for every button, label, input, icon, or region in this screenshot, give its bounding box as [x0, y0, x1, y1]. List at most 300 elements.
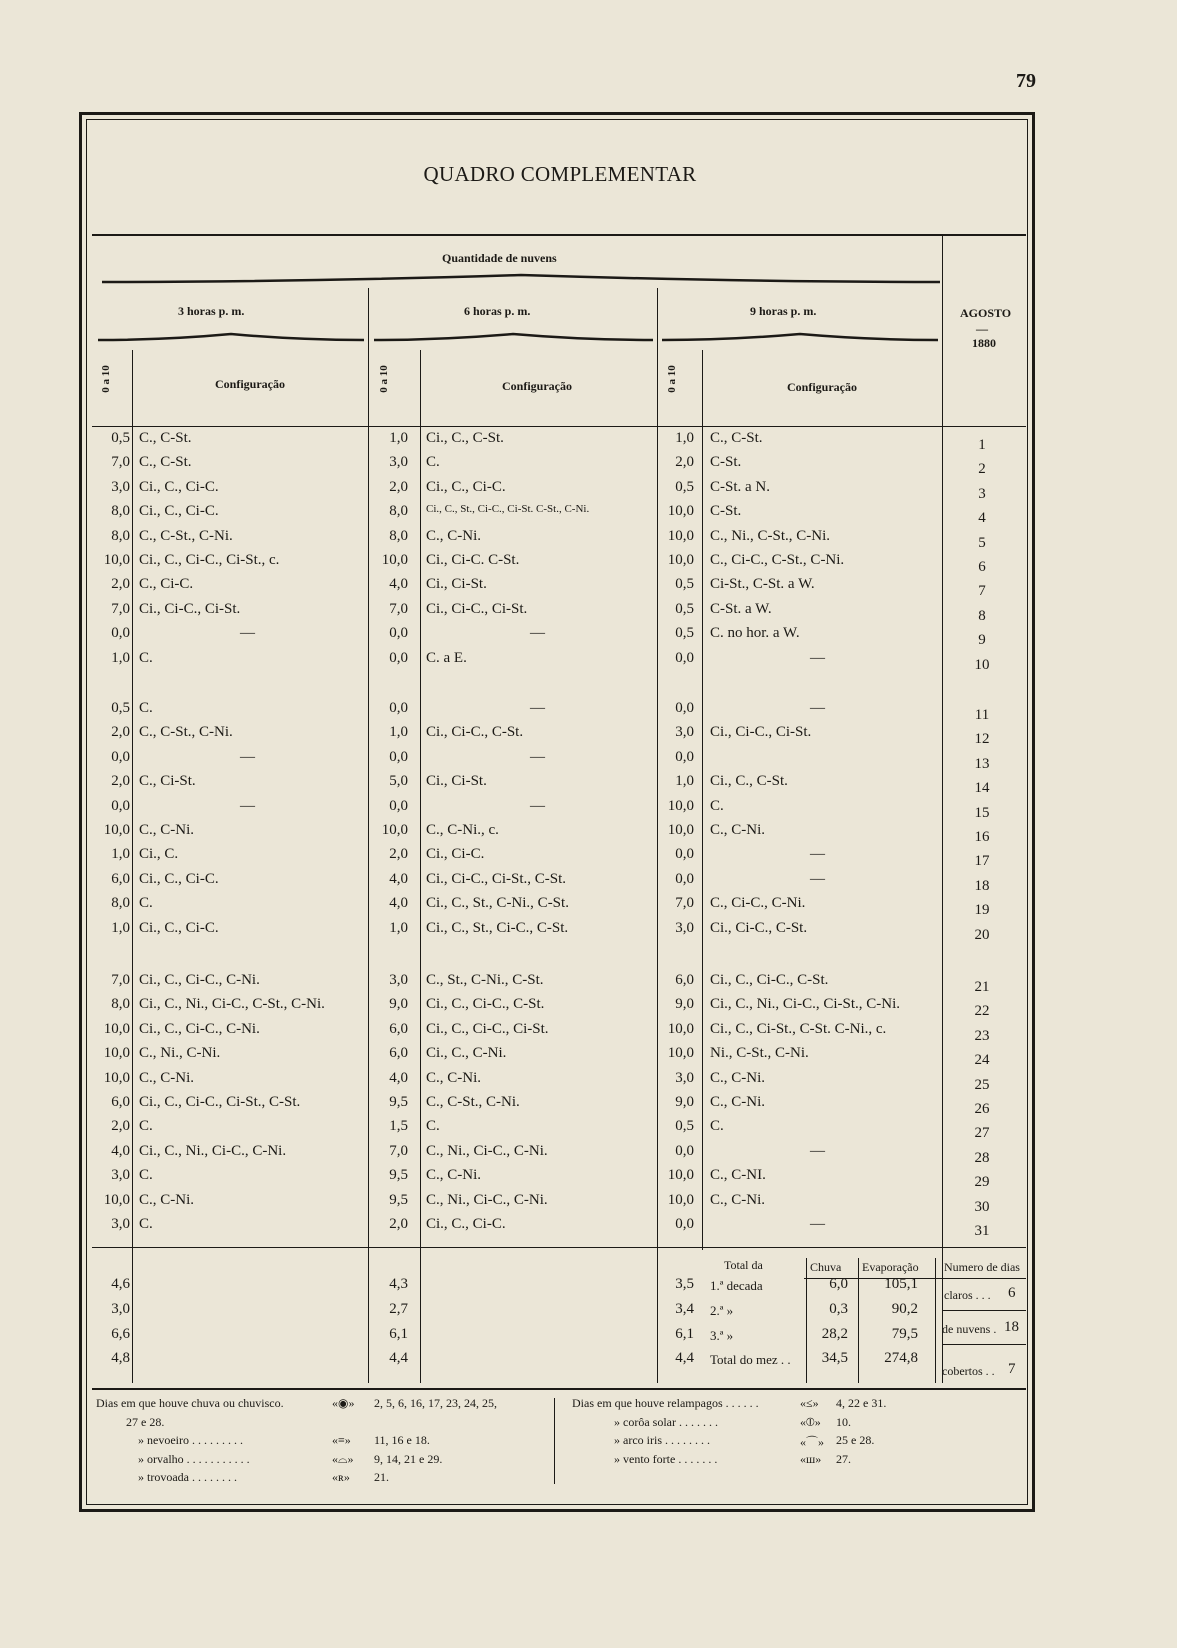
mean-9pm: 4,4 [675, 1350, 694, 1367]
cloud-amount-9pm: 0,5 [675, 1118, 694, 1135]
cloud-amount-3pm: 10,0 [103, 1020, 130, 1037]
cloud-amount-9pm: 0,0 [675, 748, 694, 765]
config-3pm: C., C-Ni. [139, 822, 195, 838]
cloud-amount-6pm: 3,0 [389, 454, 408, 471]
cloud-amount-6pm: 7,0 [389, 1142, 408, 1159]
day-number: 5 [978, 534, 986, 551]
table-row [0, 430, 1177, 454]
config-9pm: C-St. [710, 503, 742, 520]
table-row [0, 700, 1177, 724]
summary-row [0, 1326, 1177, 1350]
days-covered-value: 7 [1008, 1361, 1016, 1377]
day-number: 7 [978, 583, 986, 600]
table-row [0, 1070, 1177, 1094]
config-6pm: Ci., C., Ci-C. [426, 1216, 506, 1232]
cloud-amount-3pm: 7,0 [111, 972, 130, 988]
cloud-amount-3pm: 8,0 [111, 996, 130, 1013]
config-6pm: C., C-Ni. [426, 1167, 482, 1184]
table-row [0, 724, 1177, 748]
day-number: 24 [974, 1052, 990, 1069]
legend-left-label: 27 e 28. [126, 1414, 165, 1429]
cloud-amount-6pm: 8,0 [389, 503, 408, 520]
config-3pm: Ci., C., Ci-C. [139, 919, 219, 936]
scale-label-1: 0 a 10 [99, 365, 112, 393]
cloud-amount-9pm: 6,0 [675, 972, 694, 988]
legend-right-days: 10. [836, 1414, 851, 1429]
legend-right-symbol: «⌒» [800, 1435, 825, 1449]
config-9pm: — [810, 1216, 825, 1232]
legend-right-days: 25 e 28. [836, 1433, 875, 1447]
legend-right-symbol: «⦶» [800, 1414, 821, 1429]
config-3pm: C., C-St. [139, 430, 192, 446]
config-9pm: Ni., C-St., C-Ni. [710, 1045, 809, 1062]
obs-6pm-brace [372, 330, 655, 344]
cloud-amount-9pm: 10,0 [667, 552, 694, 568]
legend-right-label: » corôa solar . . . . . . . [614, 1414, 718, 1429]
cloud-amount-3pm: 3,0 [111, 1216, 130, 1232]
table-row [0, 503, 1177, 527]
period-label: Total do mez . . [710, 1352, 791, 1368]
config-3pm: Ci., C., Ci-C., C-Ni. [139, 972, 260, 988]
cloud-amount-9pm: 0,0 [675, 846, 694, 863]
obs-6pm-heading: 6 horas p. m. [464, 304, 531, 318]
legend-right-symbol: «≤» [800, 1396, 819, 1410]
table-row [0, 846, 1177, 870]
config-3pm: C. [139, 649, 153, 666]
cloud-amount-9pm: 10,0 [667, 1020, 694, 1037]
mean-3pm: 4,8 [111, 1350, 130, 1367]
summary-row [0, 1301, 1177, 1325]
config-6pm: Ci., C., St., Ci-C., C-St. [426, 919, 569, 936]
cloud-amount-9pm: 3,0 [675, 724, 694, 741]
config-3pm: — [240, 625, 255, 642]
cloud-amount-9pm: 3,0 [675, 919, 694, 936]
config-6pm: C., C-Ni. [426, 527, 482, 544]
config-6pm: Ci., Ci-St. [426, 773, 487, 790]
config-6pm: C. [426, 454, 440, 471]
config-6pm: Ci., C., Ci-C., C-St. [426, 996, 545, 1013]
config-3pm: Ci., Ci-C., Ci-St. [139, 600, 241, 617]
legend-left-label: » trovoada . . . . . . . . [138, 1470, 237, 1484]
cloud-amount-9pm: 0,5 [675, 600, 694, 617]
config-3pm: C. [139, 700, 153, 716]
cloud-amount-9pm: 1,0 [675, 430, 694, 446]
config-9pm: Ci., Ci-C., C-St. [710, 919, 808, 936]
cloud-amount-6pm: 0,0 [389, 748, 408, 765]
config-6pm: C., C-St., C-Ni. [426, 1094, 520, 1110]
cloud-amount-9pm: 0,5 [675, 478, 694, 495]
table-row [0, 798, 1177, 822]
day-number: 29 [974, 1174, 990, 1191]
summary-top-rule [92, 1247, 1026, 1248]
day-number: 15 [974, 804, 990, 821]
cloud-amount-9pm: 10,0 [667, 1045, 694, 1062]
legend-right-label: » arco iris . . . . . . . . [614, 1433, 710, 1447]
day-number: 20 [974, 926, 990, 943]
evaporation-total: 90,2 [891, 1300, 918, 1317]
day-number: 18 [974, 877, 990, 894]
config-9pm: C., Ci-C., C-St., C-Ni. [710, 552, 845, 568]
config-6pm: — [530, 700, 545, 716]
day-number: 31 [974, 1223, 990, 1239]
legend-left-days: 9, 14, 21 e 29. [374, 1451, 443, 1466]
table-row [0, 625, 1177, 649]
obs-9pm-brace [660, 330, 940, 344]
day-number: 6 [978, 559, 986, 575]
table-row [0, 650, 1177, 674]
cloud-amount-9pm: 0,0 [675, 700, 694, 716]
mean-6pm: 2,7 [389, 1300, 408, 1317]
header-bottom-rule [92, 426, 1026, 427]
legend-right-label: Dias em que houve relampagos . . . . . . [572, 1396, 759, 1410]
cloud-amount-3pm: 10,0 [103, 822, 130, 838]
table-row [0, 1118, 1177, 1142]
day-number: 25 [974, 1076, 990, 1093]
summary-row [0, 1350, 1177, 1374]
config-9pm: C. [710, 797, 724, 814]
day-number: 27 [974, 1125, 990, 1142]
period-label: 1.ª decada [710, 1278, 763, 1293]
legend-left-label: » nevoeiro . . . . . . . . . [138, 1433, 243, 1447]
cloud-amount-6pm: 9,5 [389, 1167, 408, 1184]
day-number: 16 [974, 829, 990, 845]
config-6pm: C., Ni., Ci-C., C-Ni. [426, 1142, 548, 1159]
config-3pm: C., Ci-St. [139, 773, 196, 790]
day-number: 4 [978, 510, 986, 527]
cloud-amount-9pm: 0,0 [675, 1142, 694, 1159]
day-number: 10 [974, 656, 990, 673]
day-number: 8 [978, 607, 986, 624]
table-row [0, 871, 1177, 895]
config-6pm: Ci., Ci-C., Ci-St., C-St. [426, 870, 567, 887]
table-row [0, 601, 1177, 625]
legend-left-label: Dias em que houve chuva ou chuvisco. [96, 1396, 284, 1410]
legend-left-symbol: «ʀ» [332, 1470, 350, 1484]
config-6pm: C. [426, 1118, 440, 1135]
config-6pm: — [530, 748, 545, 765]
table-row [0, 1192, 1177, 1216]
month-dash: — [976, 322, 988, 336]
config-3pm: Ci., C., Ni., Ci-C., C-St., C-Ni. [139, 996, 325, 1013]
cloud-amount-9pm: 10,0 [667, 1191, 694, 1208]
config-3pm: C., C-St. [139, 454, 192, 471]
cloud-amount-3pm: 7,0 [111, 600, 130, 617]
config-heading-1: Configuração [215, 377, 285, 391]
cloud-amount-6pm: 3,0 [389, 972, 408, 988]
cloud-amount-6pm: 0,0 [389, 797, 408, 814]
config-heading-3: Configuração [787, 380, 857, 394]
config-9pm: C., C-Ni. [710, 1069, 766, 1086]
config-3pm: C., C-St., C-Ni. [139, 527, 233, 544]
day-number: 12 [974, 731, 990, 748]
config-6pm: Ci., C., Ci-C. [426, 478, 506, 495]
config-6pm: Ci., C., C-St. [426, 430, 504, 446]
cloud-amount-3pm: 2,0 [111, 576, 130, 593]
config-9pm: Ci., C., Ci-St., C-St. C-Ni., c. [710, 1020, 887, 1037]
cloud-amount-9pm: 10,0 [667, 503, 694, 520]
mean-6pm: 4,3 [389, 1276, 408, 1292]
config-9pm: C., Ci-C., C-Ni. [710, 895, 806, 912]
cloud-amount-3pm: 10,0 [103, 1069, 130, 1086]
config-9pm: Ci., C., Ci-C., C-St. [710, 972, 829, 988]
config-9pm: C., Ni., C-St., C-Ni. [710, 527, 831, 544]
cloud-amount-3pm: 7,0 [111, 454, 130, 471]
cloud-amount-9pm: 0,0 [675, 649, 694, 666]
days-clear-label: claros . . . [944, 1288, 991, 1302]
cloud-amount-6pm: 7,0 [389, 600, 408, 617]
config-6pm: — [530, 797, 545, 814]
cloud-amount-3pm: 0,0 [111, 797, 130, 814]
table-row [0, 1094, 1177, 1118]
cloud-amount-6pm: 2,0 [389, 478, 408, 495]
cloud-amount-6pm: 2,0 [389, 846, 408, 863]
config-3pm: Ci., C., Ci-C. [139, 478, 219, 495]
cloud-amount-6pm: 1,0 [389, 430, 408, 446]
cloud-amount-9pm: 9,0 [675, 996, 694, 1013]
cloud-amount-3pm: 8,0 [111, 503, 130, 520]
config-9pm: C. no hor. a W. [710, 625, 800, 642]
cloud-amount-6pm: 4,0 [389, 576, 408, 593]
config-3pm: C., C-Ni. [139, 1069, 195, 1086]
cloud-amount-6pm: 8,0 [389, 527, 408, 544]
config-9pm: C., C-Ni. [710, 1094, 766, 1110]
config-6pm: Ci., C., C-Ni. [426, 1045, 507, 1062]
config-9pm: C., C-Ni. [710, 1191, 766, 1208]
mean-9pm: 6,1 [675, 1325, 694, 1342]
table-row [0, 996, 1177, 1020]
rain-total: 0,3 [829, 1300, 848, 1317]
cloud-amount-3pm: 1,0 [111, 846, 130, 863]
config-9pm: — [810, 846, 825, 863]
cloud-amount-6pm: 4,0 [389, 1069, 408, 1086]
year-heading: 1880 [972, 336, 996, 350]
day-number: 17 [974, 853, 990, 870]
day-number: 28 [974, 1149, 990, 1166]
legend-right-symbol: «ш» [800, 1451, 822, 1466]
cloud-amount-9pm: 0,5 [675, 625, 694, 642]
cloud-amount-9pm: 9,0 [675, 1094, 694, 1110]
cloud-amount-6pm: 1,0 [389, 724, 408, 741]
cloud-amount-6pm: 10,0 [381, 822, 408, 838]
rain-total: 34,5 [821, 1350, 848, 1367]
cloud-amount-3pm: 1,0 [111, 649, 130, 666]
day-number: 13 [974, 755, 990, 772]
cloud-amount-6pm: 0,0 [389, 649, 408, 666]
cloud-amount-6pm: 4,0 [389, 895, 408, 912]
config-6pm: C., C-Ni. [426, 1069, 482, 1086]
config-3pm: C. [139, 1118, 153, 1135]
config-3pm: C., Ci-C. [139, 576, 194, 593]
cloud-amount-6pm: 4,0 [389, 870, 408, 887]
group-brace [100, 270, 942, 286]
config-3pm: Ci., C., Ni., Ci-C., C-Ni. [139, 1142, 287, 1159]
cloud-amount-6pm: 0,0 [389, 700, 408, 716]
cloud-amount-9pm: 10,0 [667, 527, 694, 544]
days-cloudy-value: 18 [1004, 1319, 1019, 1335]
period-label: 3.ª » [710, 1327, 734, 1343]
cloud-amount-3pm: 2,0 [111, 1118, 130, 1135]
legend-separator [554, 1398, 555, 1484]
config-9pm: Ci., C., C-St. [710, 773, 788, 790]
config-3pm: — [240, 797, 255, 814]
cloud-amount-3pm: 8,0 [111, 527, 130, 544]
config-3pm: Ci., C., Ci-C., C-Ni. [139, 1020, 260, 1037]
day-number: 19 [974, 902, 990, 919]
config-3pm: Ci., C., Ci-C., Ci-St., c. [139, 552, 280, 568]
cloud-amount-9pm: 0,0 [675, 1216, 694, 1232]
summary-head-rain: Chuva [810, 1260, 842, 1274]
config-3pm: C., Ni., C-Ni. [139, 1045, 221, 1062]
config-6pm: C., Ni., Ci-C., C-Ni. [426, 1191, 548, 1208]
day-number: 21 [974, 979, 990, 995]
day-number: 14 [974, 780, 990, 797]
table-row [0, 773, 1177, 797]
scale-label-2: 0 a 10 [377, 365, 390, 393]
config-3pm: Ci., C. [139, 846, 179, 863]
config-3pm: C., C-St., C-Ni. [139, 724, 233, 741]
scale-label-3: 0 a 10 [665, 365, 678, 393]
config-9pm: C. [710, 1118, 724, 1135]
cloud-amount-3pm: 10,0 [103, 1045, 130, 1062]
config-9pm: C., C-Ni. [710, 822, 766, 838]
config-3pm: — [240, 748, 255, 765]
day-number: 26 [974, 1101, 990, 1117]
cloud-amount-6pm: 9,5 [389, 1191, 408, 1208]
table-row [0, 920, 1177, 944]
legend-left-days: 11, 16 e 18. [374, 1433, 430, 1447]
table-row [0, 576, 1177, 600]
cloud-amount-9pm: 3,0 [675, 1069, 694, 1086]
cloud-amount-9pm: 10,0 [667, 797, 694, 814]
config-6pm: Ci., C., St., C-Ni., C-St. [426, 895, 569, 912]
cloud-amount-3pm: 2,0 [111, 773, 130, 790]
cloud-amount-6pm: 5,0 [389, 773, 408, 790]
day-number: 2 [978, 461, 986, 478]
summary-head-days: Numero de dias [944, 1260, 1020, 1274]
config-6pm: C., St., C-Ni., C-St. [426, 972, 544, 988]
config-6pm: Ci., Ci-C. C-St. [426, 552, 520, 568]
cloud-amount-3pm: 10,0 [103, 552, 130, 568]
page-title: QUADRO COMPLEMENTAR [423, 162, 697, 186]
table-row [0, 895, 1177, 919]
cloud-amount-6pm: 10,0 [381, 552, 408, 568]
month-heading: AGOSTO [960, 306, 1012, 320]
day-number: 23 [974, 1027, 990, 1044]
cloud-amount-9pm: 1,0 [675, 773, 694, 790]
evaporation-total: 274,8 [884, 1350, 918, 1367]
cloud-amount-6pm: 1,0 [389, 919, 408, 936]
config-9pm: — [810, 870, 825, 887]
day-number: 9 [978, 632, 986, 649]
evaporation-total: 105,1 [884, 1276, 918, 1292]
legend-left-symbol: «◉» [332, 1396, 355, 1410]
config-9pm: Ci., C., Ni., Ci-C., Ci-St., C-Ni. [710, 996, 901, 1013]
cloud-amount-6pm: 1,5 [389, 1118, 408, 1135]
table-row [0, 454, 1177, 478]
days-cloudy-label: de nuvens . [942, 1322, 997, 1336]
mean-6pm: 6,1 [389, 1325, 408, 1342]
cloud-amount-6pm: 9,0 [389, 996, 408, 1013]
cloud-amount-3pm: 4,0 [111, 1142, 130, 1159]
legend-right-label: » vento forte . . . . . . . [614, 1451, 718, 1466]
table-row [0, 528, 1177, 552]
config-6pm: C., C-Ni., c. [426, 822, 499, 838]
mean-3pm: 3,0 [111, 1300, 130, 1317]
cloud-amount-3pm: 3,0 [111, 478, 130, 495]
cloud-amount-3pm: 0,0 [111, 748, 130, 765]
table-row [0, 972, 1177, 996]
config-9pm: C-St. [710, 454, 742, 471]
cloud-amount-6pm: 0,0 [389, 625, 408, 642]
obs-3pm-heading: 3 horas p. m. [178, 304, 245, 318]
page-number: 79 [1016, 70, 1036, 92]
cloud-amount-9pm: 0,0 [675, 870, 694, 887]
cloud-amount-6pm: 9,5 [389, 1094, 408, 1110]
config-6pm: Ci., Ci-C. [426, 846, 485, 863]
config-9pm: C., C-NI. [710, 1167, 766, 1184]
cloud-amount-3pm: 0,5 [111, 700, 130, 716]
cloud-amount-3pm: 6,0 [111, 1094, 130, 1110]
config-6pm: Ci., C., St., Ci-C., Ci-St. C-St., C-Ni. [426, 503, 590, 516]
group-heading: Quantidade de nuvens [442, 251, 557, 265]
obs-3pm-brace [96, 330, 366, 344]
cloud-amount-6pm: 6,0 [389, 1020, 408, 1037]
config-heading-2: Configuração [502, 379, 572, 393]
day-number: 22 [974, 1003, 990, 1020]
cloud-amount-6pm: 6,0 [389, 1045, 408, 1062]
config-6pm: Ci., Ci-St. [426, 576, 487, 593]
cloud-amount-9pm: 7,0 [675, 895, 694, 912]
table-row [0, 1167, 1177, 1191]
config-3pm: C. [139, 1216, 153, 1232]
config-3pm: Ci., C., Ci-C. [139, 503, 219, 520]
legend-right-days: 27. [836, 1451, 851, 1466]
config-9pm: C-St. a W. [710, 600, 772, 617]
cloud-amount-9pm: 10,0 [667, 1167, 694, 1184]
day-number: 1 [978, 437, 986, 453]
legend-left-days: 2, 5, 6, 16, 17, 23, 24, 25, [374, 1396, 497, 1410]
table-row [0, 1216, 1177, 1240]
legend-right-days: 4, 22 e 31. [836, 1396, 887, 1410]
cloud-amount-3pm: 6,0 [111, 870, 130, 887]
table-row [0, 749, 1177, 773]
day-number: 3 [978, 485, 986, 502]
config-6pm: Ci., Ci-C., C-St. [426, 724, 524, 741]
config-3pm: Ci., C., Ci-C., Ci-St., C-St. [139, 1094, 301, 1110]
config-9pm: — [810, 700, 825, 716]
header-top-rule [92, 234, 1026, 236]
rain-total: 6,0 [829, 1276, 848, 1292]
table-row [0, 479, 1177, 503]
period-label: 2.ª » [710, 1302, 734, 1318]
legend-top-rule [92, 1388, 1026, 1390]
config-3pm: C. [139, 895, 153, 912]
config-9pm: Ci-St., C-St. a W. [710, 576, 815, 593]
table-row [0, 822, 1177, 846]
table-row [0, 1143, 1177, 1167]
table-row [0, 552, 1177, 576]
summary-head-evap: Evaporação [862, 1260, 919, 1274]
config-6pm: Ci., C., Ci-C., Ci-St. [426, 1020, 549, 1037]
cloud-amount-3pm: 2,0 [111, 724, 130, 741]
config-9pm: C-St. a N. [710, 478, 770, 495]
config-6pm: C. a E. [426, 649, 467, 666]
mean-6pm: 4,4 [389, 1350, 408, 1367]
cloud-amount-3pm: 10,0 [103, 1191, 130, 1208]
cloud-amount-3pm: 0,0 [111, 625, 130, 642]
evaporation-total: 79,5 [891, 1325, 918, 1342]
mean-3pm: 6,6 [111, 1325, 130, 1342]
